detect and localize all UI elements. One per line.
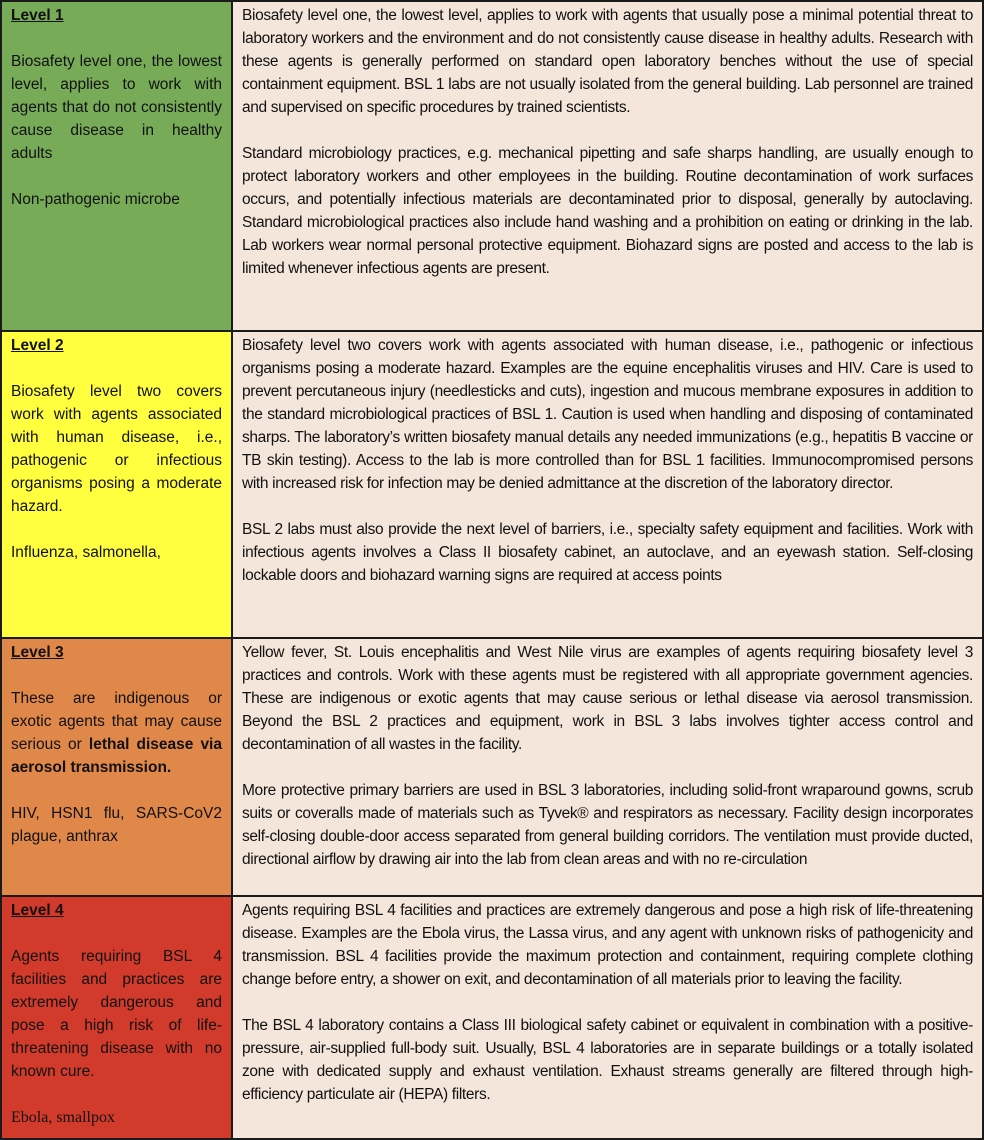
level-2-summary: Biosafety level two covers work with agents associated with human disease, i.e., pathogenic or infectious organisms posing a moderate hazard. bbox=[11, 383, 222, 515]
level-3-heading: Level 3 bbox=[11, 644, 64, 661]
table-row-level-1 bbox=[1, 1, 983, 331]
level-1-summary: Biosafety level one, the lowest level, applies to work with agents that do not consistently cause disease in healthy adults bbox=[11, 53, 222, 162]
level-3-summary bbox=[11, 687, 222, 779]
level-2-paragraph-1: Biosafety level two covers work with agents associated with human disease, i.e., pathogenic or infectious organisms posing a moderate hazard. Examples are the equine encephalitis viruses and HIV. Care is used to prevent percutaneous injury (needlesticks and cuts), ingestion and mucous membrane exposures in addition to the standard microbiological practices of BSL 1. Caution is used when handling and disposing of contaminated sharps. The laboratory’s written biosafety manual details any needed immunizations (e.g., hepatitis B vaccine or TB skin testing). Access to the lab is more controlled than for BSL 1 facilities. Immunocompromised persons with increased risk for infection may be denied admittance at the discretion of the laboratory director. bbox=[242, 337, 973, 492]
level-1-paragraph-1: Biosafety level one, the lowest level, applies to work with agents that usually pose a minimal potential threat to laboratory workers and the environment and do not consistently cause disease in healthy adults. Research with these agents is generally performed on standard open laboratory benches without the use of special containment equipment. BSL 1 labs are not usually isolated from the general building. Lab personnel are trained and supervised on specific procedures by trained scientists. bbox=[242, 7, 973, 116]
level-4-heading: Level 4 bbox=[11, 902, 64, 919]
level-4-paragraph-1: Agents requiring BSL 4 facilities and practices are extremely dangerous and pose a high risk of life-threatening disease. Examples are the Ebola virus, the Lassa virus, and any agent with unknown risks of pathogenicity and transmission. BSL 4 facilities provide the maximum protection and containment, requiring complete clothing change before entry, a shower on exit, and decontamination of all materials prior to leaving the facility. bbox=[242, 902, 973, 988]
level-3-paragraph-2: More protective primary barriers are used in BSL 3 laboratories, including solid-front wraparound gowns, scrub suits or coveralls made of materials such as Tyvek® and respirators as necessary. Facility design incorporates self-closing double-door access separated from general building corridors. The ventilation must provide ducted, directional airflow by drawing air into the lab from clean areas and with no re-circulation bbox=[242, 782, 973, 868]
level-2-examples: Influenza, salmonella, bbox=[11, 544, 161, 561]
level-4-paragraph-2: The BSL 4 laboratory contains a Class III biological safety cabinet or equivalent in combination with a positive-pressure, air-supplied full-body suit. Usually, BSL 4 laboratories are in separate buildings or a totally isolated zone with dedicated supply and exhaust ventilation. Exhaust streams generally are filtered through high-efficiency particulate air (HEPA) filters. bbox=[242, 1017, 973, 1103]
level-4-summary-cell bbox=[1, 896, 232, 1139]
level-3-summary-cell bbox=[1, 638, 232, 896]
table-row-level-4 bbox=[1, 896, 983, 1139]
level-4-summary: Agents requiring BSL 4 facilities and practices are extremely dangerous and pose a high risk of life-threatening disease with no known cure. bbox=[11, 948, 222, 1080]
level-3-examples: HIV, HSN1 flu, SARS-CoV2 plague, anthrax bbox=[11, 805, 222, 845]
level-1-heading: Level 1 bbox=[11, 7, 64, 24]
level-1-paragraph-2: Standard microbiology practices, e.g. mechanical pipetting and safe sharps handling, are usually enough to protect laboratory workers and other employees in the building. Routine decontamination of work surfaces occurs, and potentially infectious materials are decontaminated prior to disposal, generally by autoclaving. Standard microbiological practices also include hand washing and a prohibition on eating or drinking in the lab. Lab workers wear normal personal protective equipment. Biohazard signs are posted and access to the lab is limited whenever infectious agents are present. bbox=[242, 145, 973, 277]
level-4-description-cell bbox=[232, 896, 983, 1139]
level-2-summary-cell bbox=[1, 331, 232, 638]
level-3-description-cell bbox=[232, 638, 983, 896]
level-2-paragraph-2: BSL 2 labs must also provide the next level of barriers, i.e., specialty safety equipment and facilities. Work with infectious agents involves a Class II biosafety cabinet, an autoclave, and an eyewash station. Self-closing lockable doors and biohazard warning signs are required at access points bbox=[242, 521, 973, 584]
level-2-heading: Level 2 bbox=[11, 337, 64, 354]
level-3-paragraph-1: Yellow fever, St. Louis encephalitis and West Nile virus are examples of agents requiring biosafety level 3 practices and controls. Work with these agents must be registered with all appropriate government agencies. These are indigenous or exotic agents that may cause serious or lethal disease via aerosol transmission. Beyond the BSL 2 practices and equipment, work in BSL 3 labs involves tighter access control and decontamination of all wastes in the facility. bbox=[242, 644, 973, 753]
level-1-summary-cell bbox=[1, 1, 232, 331]
level-1-examples: Non-pathogenic microbe bbox=[11, 191, 180, 208]
table-row-level-2 bbox=[1, 331, 983, 638]
table-row-level-3 bbox=[1, 638, 983, 896]
level-3-summary-bold: lethal disease via aerosol transmission. bbox=[11, 736, 222, 776]
level-2-description-cell bbox=[232, 331, 983, 638]
level-1-description-cell bbox=[232, 1, 983, 331]
level-4-examples: Ebola, smallpox bbox=[11, 1109, 115, 1126]
level-3-summary-plain: These are indigenous or exotic agents that may cause serious or bbox=[11, 690, 222, 753]
